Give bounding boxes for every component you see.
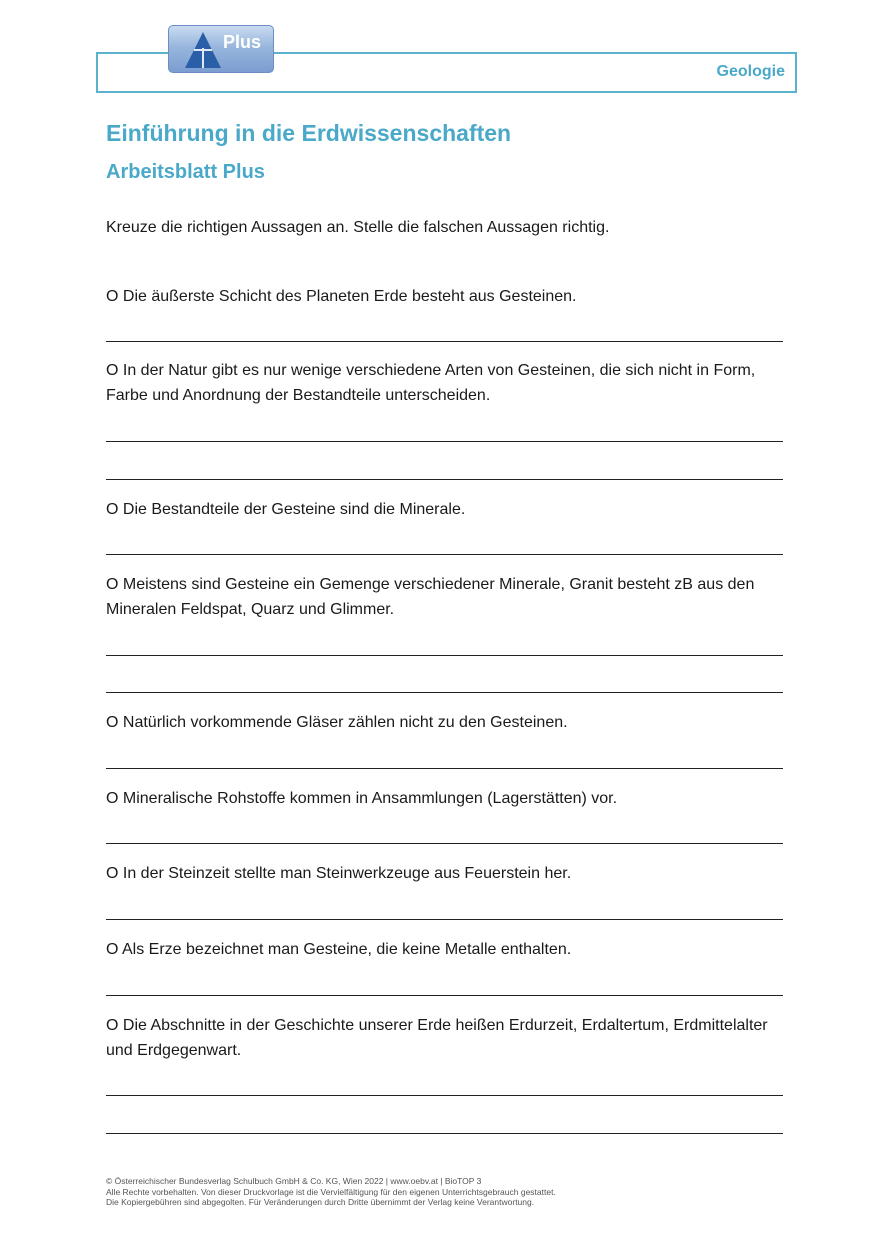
answer-line[interactable]	[106, 919, 783, 920]
answer-line[interactable]	[106, 655, 783, 656]
answer-line[interactable]	[106, 1095, 783, 1096]
plus-logo	[168, 25, 274, 73]
footer	[106, 1176, 556, 1208]
page-title: Einführung in die Erdwissenschaften	[106, 120, 512, 146]
statement-9: O Die Abschnitte in der Geschichte unserer Erde heißen Erdurzeit, Erdaltertum, Erdmittelalter und Erdgegenwart.	[106, 1017, 768, 1059]
logo-text: Plus	[223, 32, 262, 52]
answer-line[interactable]	[106, 768, 783, 769]
answer-line[interactable]	[106, 1133, 783, 1134]
statement-1: O Die äußerste Schicht des Planeten Erde besteht aus Gesteinen.	[106, 288, 577, 305]
footer-rights: Alle Rechte vorbehalten. Von dieser Druckvorlage ist die Vervielfältigung für den eigenen Unterrichtsgebrauch gestattet.	[106, 1186, 556, 1197]
answer-line[interactable]	[106, 441, 783, 442]
statement-8: O Als Erze bezeichnet man Gesteine, die keine Metalle enthalten.	[106, 941, 572, 958]
page-subtitle: Arbeitsblatt Plus	[106, 161, 265, 183]
answer-line[interactable]	[106, 479, 783, 480]
answer-line[interactable]	[106, 341, 783, 342]
statement-3: O Die Bestandteile der Gesteine sind die Minerale.	[106, 501, 466, 518]
instruction-text: Kreuze die richtigen Aussagen an. Stelle die falschen Aussagen richtig.	[106, 219, 610, 236]
footer-disclaimer: Die Kopiergebühren sind abgegolten. Für Veränderungen durch Dritte übernimmt der Verlag keine Verantwortung.	[106, 1197, 535, 1207]
triangle-icon	[183, 30, 223, 70]
answer-line[interactable]	[106, 692, 783, 693]
statement-6: O Mineralische Rohstoffe kommen in Ansammlungen (Lagerstätten) vor.	[106, 790, 618, 807]
statement-7: O In der Steinzeit stellte man Steinwerkzeuge aus Feuerstein her.	[106, 865, 572, 882]
answer-line[interactable]	[106, 554, 783, 555]
footer-copyright: © Österreichischer Bundesverlag Schulbuch GmbH & Co. KG, Wien 2022 | www.oebv.at | BioTOP 3	[106, 1176, 482, 1186]
statement-2: O In der Natur gibt es nur wenige verschiedene Arten von Gesteinen, die sich nicht in Form, Farbe und Anordnung der Bestandteile unterscheiden.	[106, 362, 756, 404]
statement-5: O Natürlich vorkommende Gläser zählen nicht zu den Gesteinen.	[106, 714, 568, 731]
statement-4: O Meistens sind Gesteine ein Gemenge verschiedener Minerale, Granit besteht zB aus den Mineralen Feldspat, Quarz und Glimmer.	[106, 576, 755, 618]
subject-label: Geologie	[716, 63, 785, 80]
answer-line[interactable]	[106, 995, 783, 996]
answer-line[interactable]	[106, 843, 783, 844]
